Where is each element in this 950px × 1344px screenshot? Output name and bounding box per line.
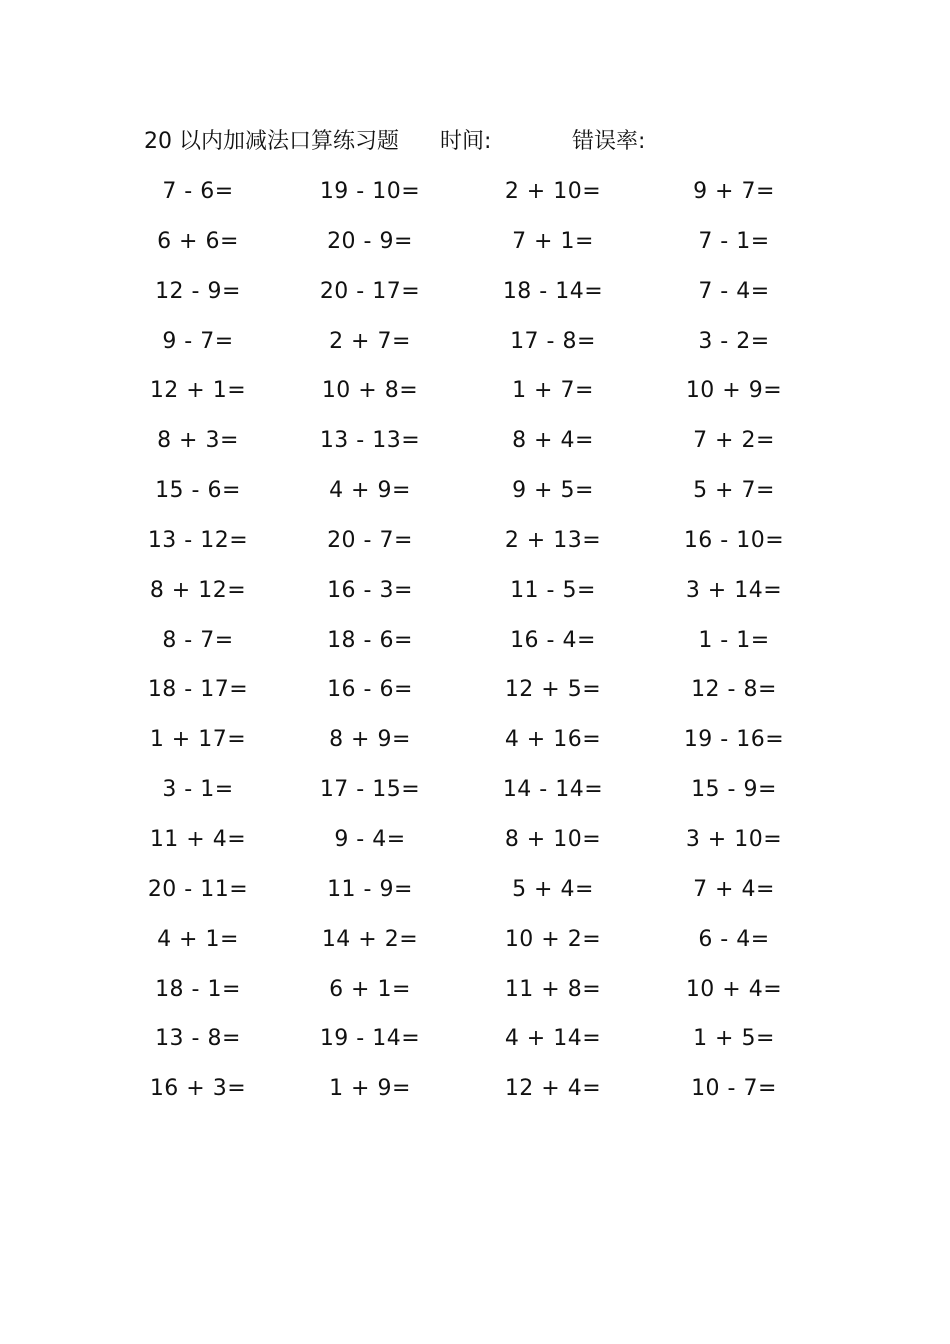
problem-item: 12 + 5= — [504, 677, 602, 703]
problem-item: 11 + 4= — [149, 826, 247, 852]
problem-item: 10 + 8= — [321, 378, 419, 404]
problem-item: 3 - 2= — [698, 328, 770, 354]
problem-row — [0, 870, 950, 920]
problem-item: 2 + 10= — [504, 179, 602, 204]
problem-item: 4 + 16= — [504, 727, 602, 753]
problem-item: 19 - 14= — [319, 1026, 421, 1052]
problem-item: 7 + 1= — [512, 228, 594, 254]
problem-item: 17 - 15= — [319, 777, 421, 803]
problem-item: 12 + 1= — [149, 378, 247, 404]
problem-item: 16 - 3= — [327, 577, 413, 603]
problem-row — [0, 471, 950, 521]
problem-row — [0, 920, 950, 970]
problem-item: 3 - 1= — [162, 777, 234, 803]
problem-item: 10 + 9= — [685, 378, 783, 404]
problem-item: 5 + 7= — [693, 478, 775, 504]
problem-item: 1 + 17= — [149, 727, 247, 753]
problem-item: 8 + 12= — [149, 577, 247, 603]
problem-item: 4 + 1= — [157, 926, 239, 952]
problem-item: 1 - 1= — [698, 627, 770, 653]
problem-item: 9 - 7= — [162, 328, 234, 354]
problem-item: 15 - 6= — [155, 478, 241, 504]
problem-item: 9 + 7= — [693, 179, 775, 204]
problem-row — [0, 172, 950, 222]
problem-item: 16 - 4= — [510, 627, 596, 653]
worksheet-header — [144, 124, 844, 160]
problem-row — [0, 970, 950, 1020]
problem-item: 11 + 8= — [504, 976, 602, 1002]
problem-row — [0, 371, 950, 421]
problem-item: 7 - 4= — [698, 278, 770, 304]
problem-item: 20 - 7= — [327, 527, 413, 553]
problem-item: 20 - 17= — [319, 278, 421, 304]
problem-item: 6 - 4= — [698, 926, 770, 952]
problem-item: 4 + 9= — [329, 478, 411, 504]
problem-item: 9 + 5= — [512, 478, 594, 504]
problem-item: 14 + 2= — [321, 926, 419, 952]
problem-item: 6 + 1= — [329, 976, 411, 1002]
problem-item: 12 - 9= — [155, 278, 241, 304]
problem-item: 17 - 8= — [510, 328, 596, 354]
problem-item: 16 - 6= — [327, 677, 413, 703]
problem-row — [0, 571, 950, 621]
problem-item: 1 + 7= — [512, 378, 594, 404]
problem-item: 20 - 11= — [147, 876, 249, 902]
problem-item: 13 - 8= — [155, 1026, 241, 1052]
problem-row — [0, 720, 950, 770]
problem-row — [0, 222, 950, 272]
problem-item: 18 - 1= — [155, 976, 241, 1002]
problem-item: 10 + 4= — [685, 976, 783, 1002]
problem-item: 5 + 4= — [512, 876, 594, 902]
problem-item: 12 - 8= — [691, 677, 777, 703]
error-rate-label: 错误率: — [572, 129, 646, 154]
worksheet-title: 20 以内加减法口算练习题 — [144, 129, 399, 154]
problem-row — [0, 770, 950, 820]
problem-item: 7 - 6= — [162, 179, 234, 204]
problem-item: 10 + 2= — [504, 926, 602, 952]
problem-item: 4 + 14= — [504, 1026, 602, 1052]
problem-item: 11 - 5= — [510, 577, 596, 603]
problem-row — [0, 670, 950, 720]
problem-item: 8 + 3= — [157, 428, 239, 454]
problem-item: 2 + 13= — [504, 527, 602, 553]
problem-item: 20 - 9= — [327, 228, 413, 254]
problem-item: 18 - 14= — [502, 278, 604, 304]
problem-item: 2 + 7= — [329, 328, 411, 354]
problem-item: 3 + 14= — [685, 577, 783, 603]
problem-item: 14 - 14= — [502, 777, 604, 803]
problem-item: 6 + 6= — [157, 228, 239, 254]
problem-item: 7 - 1= — [698, 228, 770, 254]
problem-row — [0, 421, 950, 471]
problem-item: 8 + 10= — [504, 826, 602, 852]
problem-row — [0, 1019, 950, 1069]
problem-item: 7 + 4= — [693, 876, 775, 902]
problem-item: 19 - 16= — [683, 727, 785, 753]
problem-row — [0, 272, 950, 322]
problem-item: 18 - 17= — [147, 677, 249, 703]
problem-item: 13 - 12= — [147, 527, 249, 553]
problem-item: 8 + 4= — [512, 428, 594, 454]
problem-item: 8 - 7= — [162, 627, 234, 653]
problem-item: 18 - 6= — [327, 627, 413, 653]
problem-item: 11 - 9= — [327, 876, 413, 902]
problem-row — [0, 820, 950, 870]
problem-item: 7 + 2= — [693, 428, 775, 454]
problem-item: 8 + 9= — [329, 727, 411, 753]
problem-item: 3 + 10= — [685, 826, 783, 852]
problem-item: 12 + 4= — [504, 1076, 602, 1102]
problem-item: 10 - 7= — [691, 1076, 777, 1102]
problem-item: 1 + 5= — [693, 1026, 775, 1052]
problem-row — [0, 521, 950, 571]
problem-item: 16 + 3= — [149, 1076, 247, 1102]
problem-item: 9 - 4= — [334, 826, 406, 852]
problem-row — [0, 1069, 950, 1119]
problem-item: 15 - 9= — [691, 777, 777, 803]
problem-grid — [0, 172, 950, 1119]
problem-item: 1 + 9= — [329, 1076, 411, 1102]
problem-item: 13 - 13= — [319, 428, 421, 454]
problem-row — [0, 621, 950, 671]
problem-item: 16 - 10= — [683, 527, 785, 553]
time-label: 时间: — [440, 129, 492, 154]
problem-row — [0, 322, 950, 372]
problem-item: 19 - 10= — [319, 179, 421, 204]
